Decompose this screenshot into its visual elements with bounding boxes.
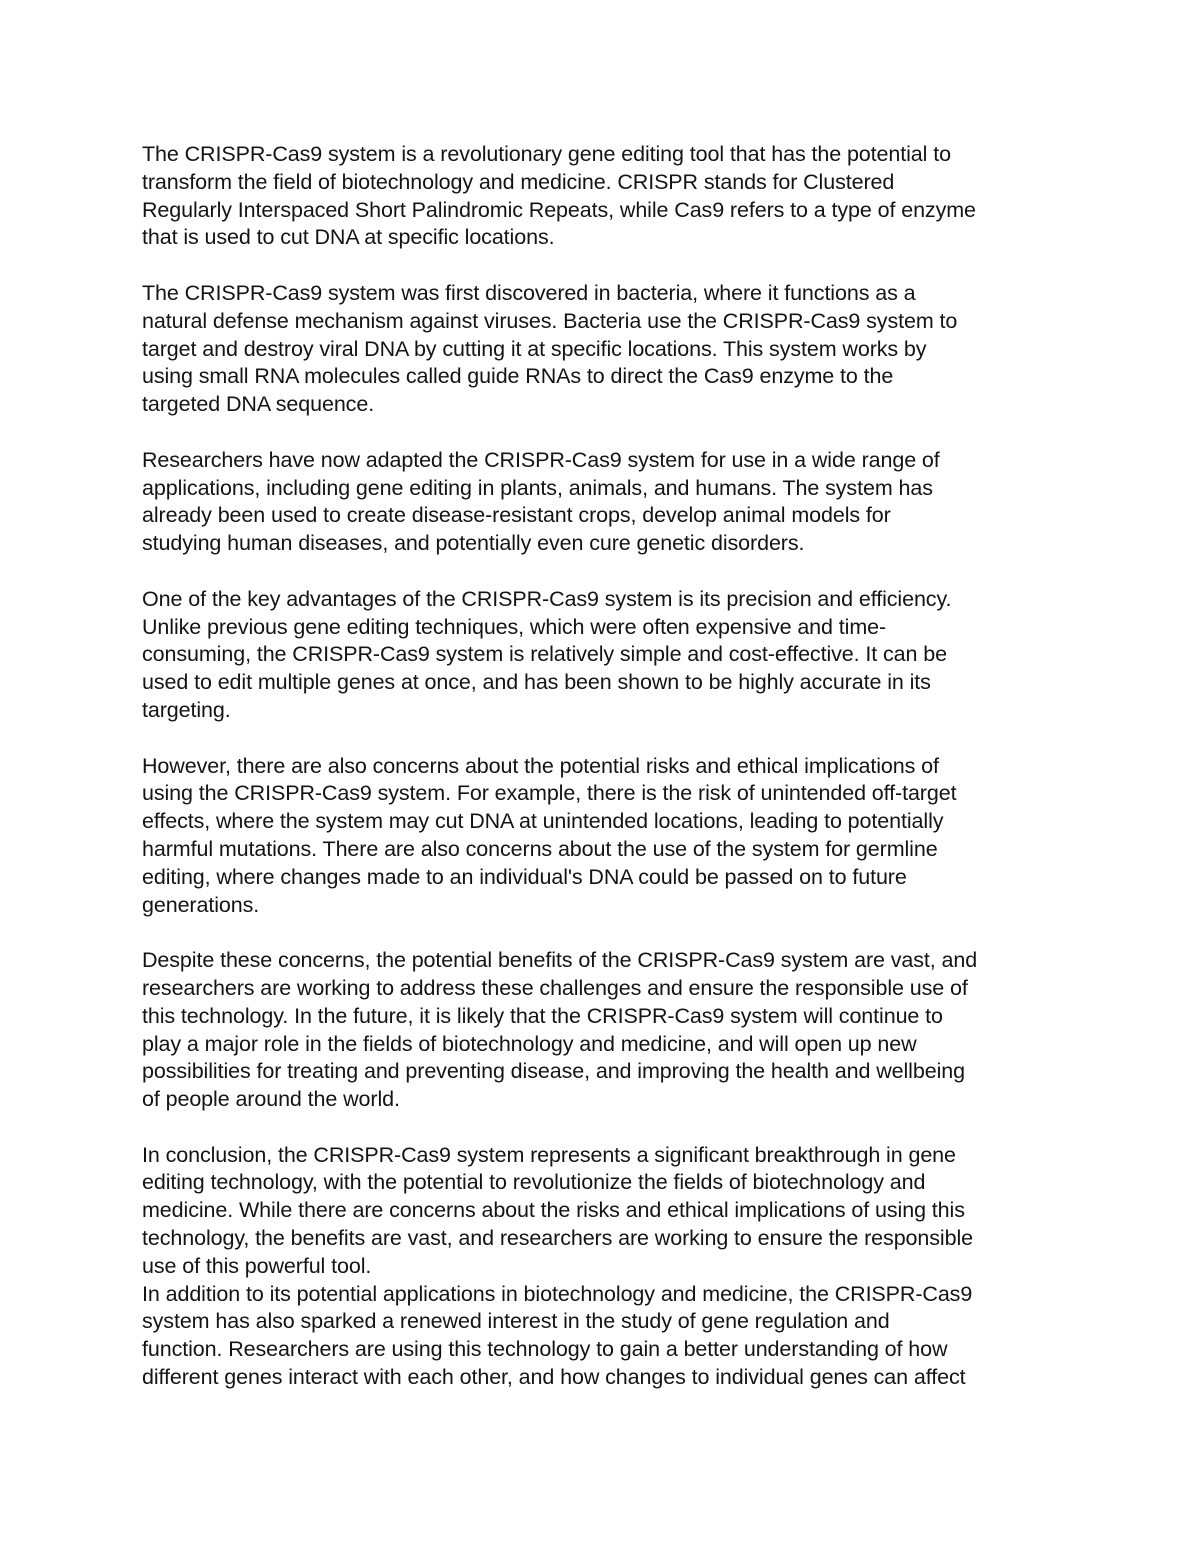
paragraph-conclusion: In conclusion, the CRISPR-Cas9 system represents a significant breakthrough in gene editing technology, with the potential to revolutionize the fields of biotechnology and medicine. While there are concerns about the risks and ethical implications of using this technology, the benefits are vast, and researchers are working to ensure the responsible use of this powerful tool. — [142, 1142, 973, 1278]
paragraph-concerns: However, there are also concerns about the potential risks and ethical implications of using the CRISPR-Cas9 system. For example, there is the risk of unintended off-target effects, where the system may cut DNA at unintended locations, leading to potentially harmful mutations. There are also concerns about the use of the system for germline editing, where changes made to an individual's DNA could be passed on to future generations. — [142, 753, 957, 917]
document-body — [142, 141, 1072, 1392]
paragraph-crispr-intro: The CRISPR-Cas9 system is a revolutionary gene editing tool that has the potential to transform the field of biotechnology and medicine. CRISPR stands for Clustered Regularly Interspaced Short Palindromic Repeats, while Cas9 refers to a type of enzyme that is used to cut DNA at specific locations. — [142, 142, 976, 250]
paragraph-bacteria-origin: The CRISPR-Cas9 system was first discovered in bacteria, where it functions as a natural defense mechanism against viruses. Bacteria use the CRISPR-Cas9 system to target and destroy viral DNA by cutting it at specific locations. This system works by using small RNA molecules called guide RNAs to direct the Cas9 enzyme to the targeted DNA sequence. — [142, 280, 958, 417]
paragraph-advantages: One of the key advantages of the CRISPR-Cas9 system is its precision and efficiency. Unlike previous gene editing techniques, which were often expensive and time- consuming, the CRISPR-Cas9 system is relatively simple and cost-effective. It can be used to edit multiple genes at once, and has been shown to be highly accurate in its targeting. — [142, 586, 952, 722]
paragraph-gene-regulation: In addition to its potential applications in biotechnology and medicine, the CRISPR-Cas9 system has also sparked a renewed interest in the study of gene regulation and function. Researchers are using this technology to gain a better understanding of how different genes interact with each other, and how changes to individual genes can affect — [142, 1281, 973, 1390]
paragraph-applications: Researchers have now adapted the CRISPR-Cas9 system for use in a wide range of applications, including gene editing in plants, animals, and humans. The system has already been used to create disease-resistant crops, develop animal models for studying human diseases, and potentially even cure genetic disorders. — [142, 447, 940, 556]
paragraph-benefits: Despite these concerns, the potential benefits of the CRISPR-Cas9 system are vast, and researchers are working to address these challenges and ensure the responsible use of this technology. In the future, it is likely that the CRISPR-Cas9 system will continue to play a major role in the fields of biotechnology and medicine, and will open up new possibilities for treating and preventing disease, and improving the health and wellbeing of people around the world. — [142, 948, 978, 1112]
